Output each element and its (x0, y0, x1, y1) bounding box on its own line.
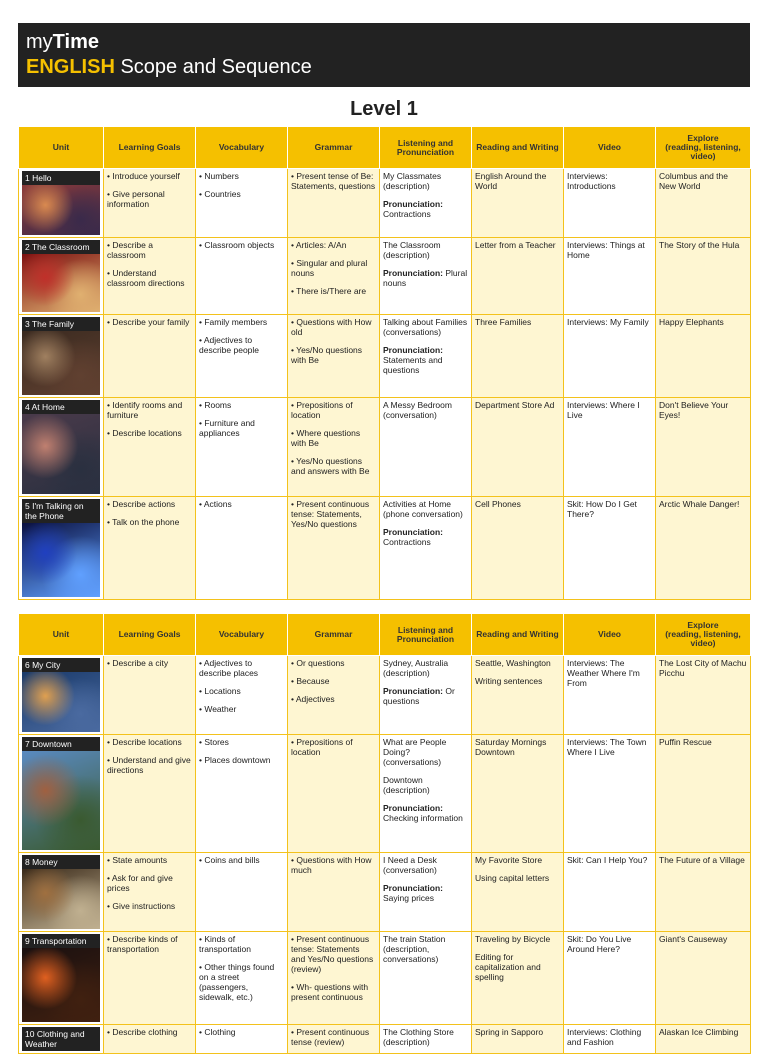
cell-item: • Describe kinds of transportation (107, 934, 178, 954)
column-header: Video (564, 127, 656, 169)
reading-cell (472, 238, 564, 315)
unit-row (19, 398, 751, 497)
cell-item: • Present continuous tense: Statements, Yes/No questions (291, 499, 370, 529)
grammar-cell (288, 398, 380, 497)
unit-label: 7 Downtown (22, 737, 100, 751)
grammar-cell (288, 853, 380, 932)
pronunciation-key: Pronunciation: (383, 199, 443, 209)
cell-item: Seattle, Washington (475, 658, 551, 668)
unit-label: 1 Hello (22, 171, 100, 185)
unit-row (19, 735, 751, 853)
grammar-cell (288, 735, 380, 853)
cell-item: Alaskan Ice Climbing (659, 1027, 739, 1037)
grammar-cell (288, 656, 380, 735)
explore-cell (656, 398, 751, 497)
column-header: Vocabulary (196, 127, 288, 169)
unit-label: 6 My City (22, 658, 100, 672)
unit-row (19, 656, 751, 735)
column-header-label: Explore (687, 620, 719, 630)
cell-item: • Where questions with Be (291, 428, 361, 448)
pronunciation-note (383, 268, 468, 288)
header-row (19, 614, 751, 656)
video-cell (564, 853, 656, 932)
listening-cell (380, 853, 472, 932)
unit-row (19, 169, 751, 238)
cell-item: • Describe a classroom (107, 240, 153, 260)
video-cell (564, 169, 656, 238)
cell-item: • Describe actions (107, 499, 176, 509)
column-header: Unit (19, 614, 104, 656)
vocabulary-cell (196, 735, 288, 853)
grammar-cell (288, 1025, 380, 1054)
reading-cell (472, 497, 564, 600)
cell-item: Editing for capitalization and spelling (475, 952, 541, 982)
unit-cell (19, 1025, 104, 1054)
learning-goals-cell (104, 398, 196, 497)
brand-time: Time (52, 31, 99, 53)
listening-cell (380, 315, 472, 398)
vocabulary-cell (196, 398, 288, 497)
header-row (19, 127, 751, 169)
title-rest: Scope and Sequence (120, 56, 312, 78)
unit-row (19, 497, 751, 600)
unit-cell (19, 169, 104, 238)
cell-item: • Yes/No questions and answers with Be (291, 456, 370, 476)
cell-item: • Describe your family (107, 317, 190, 327)
vocabulary-cell (196, 169, 288, 238)
cell-item: What are People Doing? (conversations) (383, 737, 447, 767)
column-header-label: Explore (687, 133, 719, 143)
cell-item: The Story of the Hula (659, 240, 740, 250)
video-cell (564, 315, 656, 398)
pronunciation-note (383, 199, 468, 219)
title-english: ENGLISH (26, 56, 115, 78)
header-banner (18, 23, 750, 87)
learning-goals-cell (104, 735, 196, 853)
brand-logo (26, 31, 99, 53)
cell-item: Columbus and the New World (659, 171, 728, 191)
learning-goals-cell (104, 932, 196, 1025)
unit-cell (19, 656, 104, 735)
column-header: Unit (19, 127, 104, 169)
cell-item: My Favorite Store (475, 855, 543, 865)
cell-item: • There is/There are (291, 286, 367, 296)
column-header: Vocabulary (196, 614, 288, 656)
video-cell (564, 398, 656, 497)
explore-cell (656, 315, 751, 398)
cell-item: Interviews: Things at Home (567, 240, 645, 260)
cell-item: Department Store Ad (475, 400, 555, 410)
cell-item: • Rooms (199, 400, 232, 410)
learning-goals-cell (104, 497, 196, 600)
grammar-cell (288, 238, 380, 315)
reading-cell (472, 853, 564, 932)
cell-item: Interviews: My Family (567, 317, 649, 327)
cell-item: Letter from a Teacher (475, 240, 556, 250)
cell-item: • Give personal information (107, 189, 165, 209)
pronunciation-key: Pronunciation: (383, 883, 443, 893)
cell-item: • Numbers (199, 171, 239, 181)
column-header (656, 614, 751, 656)
unit-label: 10 Clothing and Weather (22, 1027, 100, 1051)
unit-row (19, 932, 751, 1025)
cell-item: Writing sentences (475, 676, 543, 686)
cell-item: • Adjectives (291, 694, 335, 704)
cell-item: • Furniture and appliances (199, 418, 255, 438)
column-header: Listening and Pronunciation (380, 127, 472, 169)
unit-photo (22, 751, 100, 850)
pronunciation-key: Pronunciation: (383, 686, 443, 696)
listening-cell (380, 1025, 472, 1054)
column-header: Learning Goals (104, 614, 196, 656)
cell-item: Downtown (description) (383, 775, 430, 795)
pronunciation-note (383, 883, 468, 903)
cell-item: • Understand and give directions (107, 755, 191, 775)
cell-item: • Describe locations (107, 428, 182, 438)
cell-item: Cell Phones (475, 499, 521, 509)
unit-cell (19, 315, 104, 398)
cell-item: The Clothing Store (description) (383, 1027, 454, 1047)
document-title (26, 55, 312, 79)
pronunciation-note (383, 803, 468, 823)
vocabulary-cell (196, 238, 288, 315)
learning-goals-cell (104, 656, 196, 735)
grammar-cell (288, 169, 380, 238)
cell-item: • Adjectives to describe people (199, 335, 260, 355)
cell-item: • Describe clothing (107, 1027, 178, 1037)
listening-cell (380, 497, 472, 600)
cell-item: • Describe a city (107, 658, 169, 668)
cell-item: • Locations (199, 686, 241, 696)
explore-cell (656, 169, 751, 238)
explore-cell (656, 932, 751, 1025)
unit-label: 4 At Home (22, 400, 100, 414)
cell-item: Talking about Families (conversations) (383, 317, 468, 337)
learning-goals-cell (104, 1025, 196, 1054)
reading-cell (472, 1025, 564, 1054)
cell-item: • Present continuous tense: Statements and Yes/No questions (review) (291, 934, 374, 974)
pronunciation-value: Or questions (383, 686, 455, 706)
cell-item: • Questions with How old (291, 317, 372, 337)
cell-item: Arctic Whale Danger! (659, 499, 740, 509)
cell-item: Don't Believe Your Eyes! (659, 400, 729, 420)
pronunciation-key: Pronunciation: (383, 527, 443, 537)
cell-item: • Present tense of Be: Statements, questions (291, 171, 376, 191)
cell-item: Using capital letters (475, 873, 550, 883)
level-title: Level 1 (350, 98, 418, 120)
cell-item: Interviews: The Weather Where I'm From (567, 658, 640, 688)
unit-row (19, 238, 751, 315)
unit-row (19, 853, 751, 932)
grammar-cell (288, 315, 380, 398)
unit-row (19, 315, 751, 398)
listening-cell (380, 238, 472, 315)
cell-item: Interviews: Clothing and Fashion (567, 1027, 642, 1047)
cell-item: Skit: Can I Help You? (567, 855, 648, 865)
unit-photo (22, 672, 100, 732)
cell-item: • Wh- questions with present continuous (291, 982, 369, 1002)
cell-item: Saturday Mornings Downtown (475, 737, 547, 757)
pronunciation-note (383, 686, 468, 706)
unit-photo (22, 185, 100, 235)
column-header: Video (564, 614, 656, 656)
vocabulary-cell (196, 1025, 288, 1054)
column-header: Learning Goals (104, 127, 196, 169)
pronunciation-value: Checking information (383, 813, 463, 823)
video-cell (564, 656, 656, 735)
learning-goals-cell (104, 315, 196, 398)
cell-item: Puffin Rescue (659, 737, 712, 747)
vocabulary-cell (196, 656, 288, 735)
unit-photo (22, 254, 100, 312)
cell-item: • Prepositions of location (291, 737, 353, 757)
cell-item: Activities at Home (phone conversation) (383, 499, 463, 519)
cell-item: • Kinds of transportation (199, 934, 251, 954)
listening-cell (380, 398, 472, 497)
unit-label: 2 The Classroom (22, 240, 100, 254)
column-header: Reading and Writing (472, 127, 564, 169)
unit-cell (19, 398, 104, 497)
cell-item: Spring in Sapporo (475, 1027, 544, 1037)
vocabulary-cell (196, 932, 288, 1025)
column-header-sub: (reading, listening, video) (665, 629, 741, 648)
cell-item: • Introduce yourself (107, 171, 180, 181)
cell-item: The Classroom (description) (383, 240, 441, 260)
explore-cell (656, 1025, 751, 1054)
pronunciation-key: Pronunciation: (383, 803, 443, 813)
video-cell (564, 1025, 656, 1054)
cell-item: Sydney, Australia (description) (383, 658, 449, 678)
listening-cell (380, 169, 472, 238)
scope-table-2 (18, 613, 751, 1054)
cell-item: Giant's Causeway (659, 934, 728, 944)
cell-item: A Messy Bedroom (conversation) (383, 400, 452, 420)
unit-cell (19, 497, 104, 600)
cell-item: • Questions with How much (291, 855, 372, 875)
cell-item: • Yes/No questions with Be (291, 345, 363, 365)
cell-item: • Understand classroom directions (107, 268, 185, 288)
column-header: Grammar (288, 127, 380, 169)
pronunciation-key: Pronunciation: (383, 345, 443, 355)
cell-item: Skit: Do You Live Around Here? (567, 934, 632, 954)
vocabulary-cell (196, 315, 288, 398)
reading-cell (472, 735, 564, 853)
cell-item: • Singular and plural nouns (291, 258, 368, 278)
cell-item: • Stores (199, 737, 229, 747)
cell-item: • Clothing (199, 1027, 236, 1037)
cell-item: Skit: How Do I Get There? (567, 499, 637, 519)
cell-item: The train Station (description, conversations) (383, 934, 446, 964)
cell-item: • Places downtown (199, 755, 271, 765)
cell-item: • Or questions (291, 658, 345, 668)
cell-item: The Lost City of Machu Picchu (659, 658, 747, 678)
unit-cell (19, 932, 104, 1025)
cell-item: • Identify rooms and furniture (107, 400, 183, 420)
listening-cell (380, 656, 472, 735)
pronunciation-value: Plural nouns (383, 268, 468, 288)
cell-item: English Around the World (475, 171, 547, 191)
unit-label: 5 I'm Talking on the Phone (22, 499, 100, 523)
video-cell (564, 735, 656, 853)
cell-item: Interviews: The Town Where I Live (567, 737, 647, 757)
learning-goals-cell (104, 238, 196, 315)
column-header: Listening and Pronunciation (380, 614, 472, 656)
learning-goals-cell (104, 853, 196, 932)
cell-item: • Other things found on a street (passengers, sidewalk, etc.) (199, 962, 275, 1002)
cell-item: • Talk on the phone (107, 517, 180, 527)
pronunciation-value: Saying prices (383, 893, 435, 903)
learning-goals-cell (104, 169, 196, 238)
cell-item: • Ask for and give prices (107, 873, 173, 893)
explore-cell (656, 853, 751, 932)
cell-item: Three Families (475, 317, 532, 327)
pronunciation-value: Statements and questions (383, 355, 443, 375)
unit-cell (19, 735, 104, 853)
vocabulary-cell (196, 853, 288, 932)
cell-item: My Classmates (description) (383, 171, 442, 191)
pronunciation-value: Contractions (383, 209, 431, 219)
video-cell (564, 497, 656, 600)
reading-cell (472, 315, 564, 398)
cell-item: • Actions (199, 499, 232, 509)
unit-label: 3 The Family (22, 317, 100, 331)
scope-table-1 (18, 126, 751, 600)
listening-cell (380, 932, 472, 1025)
cell-item: Interviews: Introductions (567, 171, 616, 191)
pronunciation-key: Pronunciation: (383, 268, 443, 278)
explore-cell (656, 735, 751, 853)
cell-item: Happy Elephants (659, 317, 724, 327)
cell-item: • Give instructions (107, 901, 176, 911)
unit-photo (22, 331, 100, 395)
video-cell (564, 238, 656, 315)
unit-cell (19, 238, 104, 315)
cell-item: • Classroom objects (199, 240, 275, 250)
explore-cell (656, 497, 751, 600)
pronunciation-note (383, 345, 468, 375)
reading-cell (472, 932, 564, 1025)
cell-item: The Future of a Village (659, 855, 745, 865)
cell-item: • Describe locations (107, 737, 182, 747)
unit-photo (22, 869, 100, 929)
pronunciation-value: Contractions (383, 537, 431, 547)
unit-label: 9 Transportation (22, 934, 100, 948)
column-header: Reading and Writing (472, 614, 564, 656)
reading-cell (472, 169, 564, 238)
explore-cell (656, 656, 751, 735)
cell-item: • Countries (199, 189, 241, 199)
unit-row (19, 1025, 751, 1054)
cell-item: Interviews: Where I Live (567, 400, 640, 420)
vocabulary-cell (196, 497, 288, 600)
explore-cell (656, 238, 751, 315)
listening-cell (380, 735, 472, 853)
cell-item: • Family members (199, 317, 268, 327)
unit-photo (22, 414, 100, 494)
video-cell (564, 932, 656, 1025)
unit-label: 8 Money (22, 855, 100, 869)
grammar-cell (288, 932, 380, 1025)
unit-cell (19, 853, 104, 932)
column-header: Grammar (288, 614, 380, 656)
cell-item: • Articles: A/An (291, 240, 347, 250)
cell-item: • Adjectives to describe places (199, 658, 259, 678)
cell-item: • Present continuous tense (review) (291, 1027, 370, 1047)
pronunciation-note (383, 527, 468, 547)
cell-item: • State amounts (107, 855, 168, 865)
column-header-sub: (reading, listening, video) (665, 142, 741, 161)
cell-item: • Because (291, 676, 330, 686)
cell-item: • Weather (199, 704, 237, 714)
unit-photo (22, 523, 100, 597)
column-header (656, 127, 751, 169)
cell-item: • Coins and bills (199, 855, 260, 865)
cell-item: • Prepositions of location (291, 400, 353, 420)
reading-cell (472, 656, 564, 735)
unit-photo (22, 948, 100, 1022)
reading-cell (472, 398, 564, 497)
brand-my: my (26, 31, 53, 53)
grammar-cell (288, 497, 380, 600)
cell-item: Traveling by Bicycle (475, 934, 551, 944)
cell-item: I Need a Desk (conversation) (383, 855, 437, 875)
